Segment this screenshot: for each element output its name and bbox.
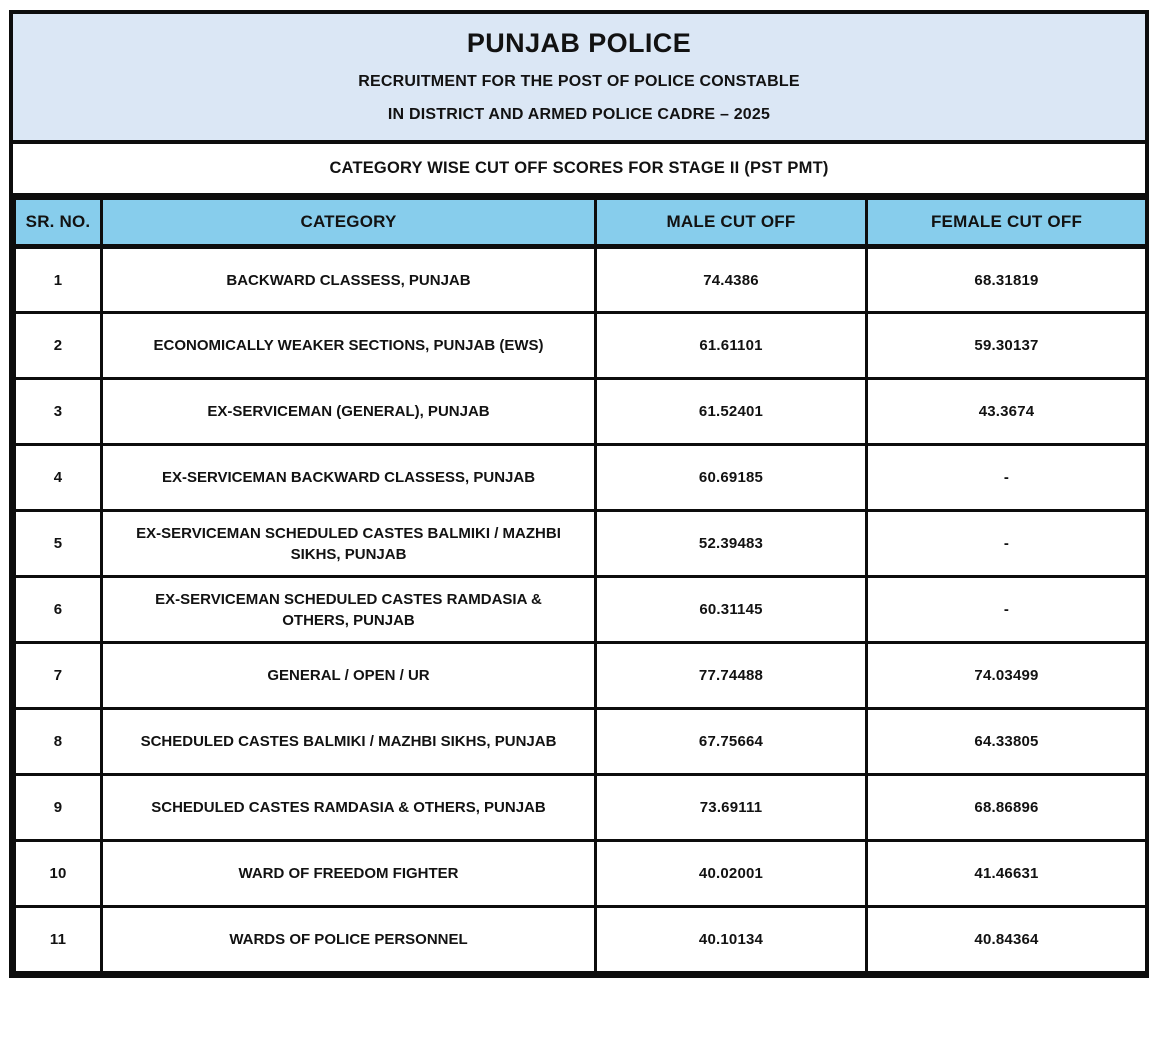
category-cell: WARDS OF POLICE PERSONNEL [102,907,596,973]
female-cutoff-cell: 40.84364 [867,907,1147,973]
male-cutoff-cell: 67.75664 [596,709,867,775]
table-row [15,841,1147,907]
category-cell: EX-SERVICEMAN BACKWARD CLASSESS, PUNJAB [102,445,596,511]
male-cutoff-cell: 77.74488 [596,643,867,709]
category-cell: WARD OF FREEDOM FIGHTER [102,841,596,907]
male-cutoff-cell: 60.31145 [596,577,867,643]
category-cell: BACKWARD CLASSESS, PUNJAB [102,247,596,313]
table-row [15,775,1147,841]
male-cutoff-cell: 61.61101 [596,313,867,379]
male-cutoff-cell: 60.69185 [596,445,867,511]
table-row [15,577,1147,643]
sr-no-cell: 3 [15,379,102,445]
sr-no-cell: 4 [15,445,102,511]
table-header-row [15,199,1147,247]
sr-no-cell: 2 [15,313,102,379]
header-subtitle-recruitment: RECRUITMENT FOR THE POST OF POLICE CONSTABLE [358,73,800,90]
female-cutoff-cell: 74.03499 [867,643,1147,709]
female-cutoff-cell: 68.86896 [867,775,1147,841]
female-cutoff-cell: 59.30137 [867,313,1147,379]
male-cutoff-cell: 40.02001 [596,841,867,907]
male-cutoff-cell: 73.69111 [596,775,867,841]
sr-no-cell: 6 [15,577,102,643]
header-band [13,14,1145,144]
female-cutoff-cell: - [867,445,1147,511]
sr-no-cell: 5 [15,511,102,577]
male-cutoff-cell: 61.52401 [596,379,867,445]
category-cell: ECONOMICALLY WEAKER SECTIONS, PUNJAB (EWS) [102,313,596,379]
sr-no-cell: 10 [15,841,102,907]
notice-frame [9,10,1149,978]
section-title-band [13,144,1145,197]
sr-no-cell: 8 [15,709,102,775]
sr-no-cell: 7 [15,643,102,709]
table-row [15,379,1147,445]
sr-no-cell: 1 [15,247,102,313]
col-header-male-cutoff: MALE CUT OFF [596,199,867,247]
sr-no-cell: 11 [15,907,102,973]
table-row [15,445,1147,511]
col-header-category: CATEGORY [102,199,596,247]
header-subtitle-cadre: IN DISTRICT AND ARMED POLICE CADRE – 2025 [387,106,771,123]
table-row [15,511,1147,577]
col-header-sr-no: SR. NO. [15,199,102,247]
female-cutoff-cell: 41.46631 [867,841,1147,907]
sr-no-cell: 9 [15,775,102,841]
category-cell: GENERAL / OPEN / UR [102,643,596,709]
category-cell: SCHEDULED CASTES RAMDASIA & OTHERS, PUNJAB [102,775,596,841]
table-row [15,907,1147,973]
section-title: CATEGORY WISE CUT OFF SCORES FOR STAGE II (PST PMT) [329,159,829,177]
page-title: PUNJAB POLICE [466,28,692,58]
category-cell: SCHEDULED CASTES BALMIKI / MAZHBI SIKHS, PUNJAB [102,709,596,775]
category-cell: EX-SERVICEMAN SCHEDULED CASTES RAMDASIA & OTHERS, PUNJAB [102,577,596,643]
female-cutoff-cell: - [867,511,1147,577]
category-cell: EX-SERVICEMAN SCHEDULED CASTES BALMIKI / MAZHBI SIKHS, PUNJAB [102,511,596,577]
female-cutoff-cell: 43.3674 [867,379,1147,445]
table-row [15,313,1147,379]
table-row [15,643,1147,709]
male-cutoff-cell: 40.10134 [596,907,867,973]
female-cutoff-cell: 68.31819 [867,247,1147,313]
male-cutoff-cell: 52.39483 [596,511,867,577]
category-cell: EX-SERVICEMAN (GENERAL), PUNJAB [102,379,596,445]
female-cutoff-cell: 64.33805 [867,709,1147,775]
table-row [15,709,1147,775]
table-row [15,247,1147,313]
col-header-female-cutoff: FEMALE CUT OFF [867,199,1147,247]
female-cutoff-cell: - [867,577,1147,643]
male-cutoff-cell: 74.4386 [596,247,867,313]
cutoff-table [13,197,1148,974]
